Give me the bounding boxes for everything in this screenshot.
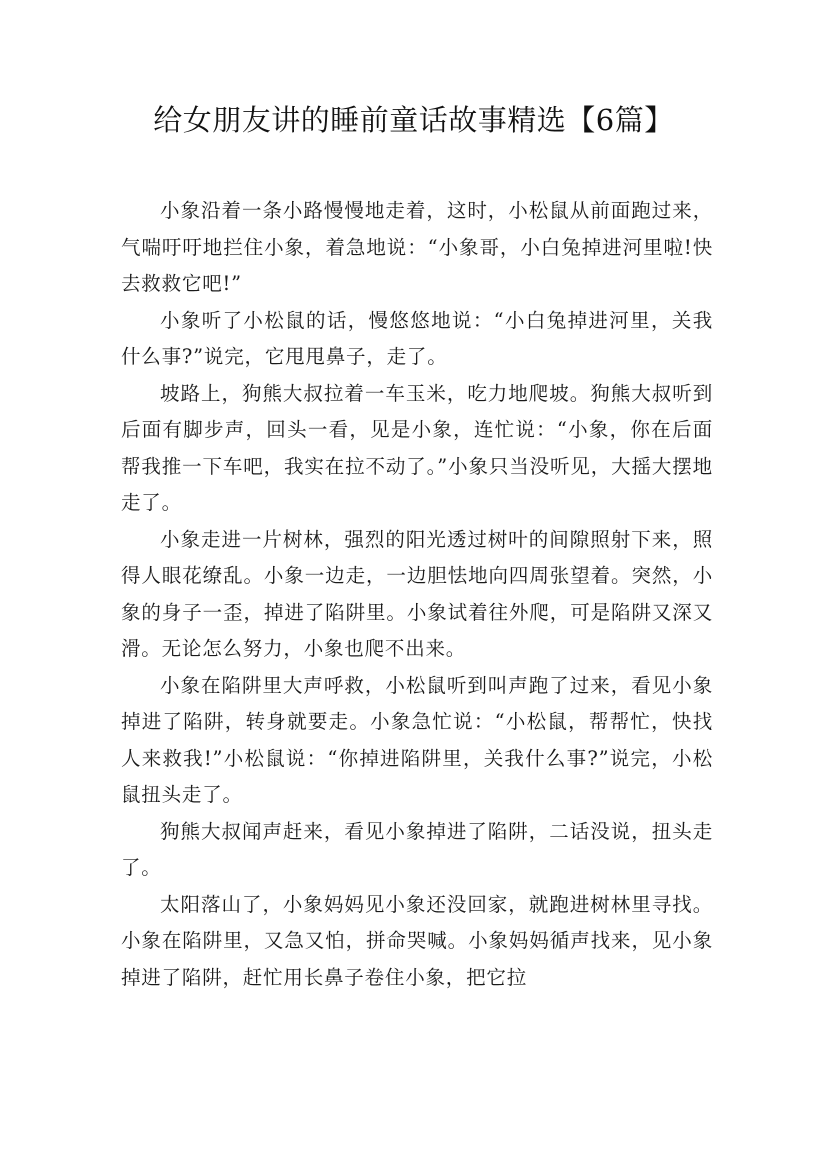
paragraph-3: 坡路上，狗熊大叔拉着一车玉米，吃力地爬坡。狗熊大叔听到后面有脚步声，回头一看，见是小象，连忙说：“小象，你在后面帮我推一下车吧，我实在拉不动了。”小象只当没听见，大摇大摆地走了。 [121,381,713,514]
paragraph-2: 小象听了小松鼠的话，慢悠悠地说：“小白兔掉进河里，关我什么事?”说完，它甩甩鼻子，走了。 [121,308,713,368]
document-body [121,193,713,996]
paragraph-1: 小象沿着一条小路慢慢地走着，这时，小松鼠从前面跑过来，气喘吁吁地拦住小象，着急地说：“小象哥，小白兔掉进河里啦!快去救救它吧!” [121,199,713,295]
document-title: 给女朋友讲的睡前童话故事精选【6篇】 [153,103,674,137]
paragraph-7: 太阳落山了，小象妈妈见小象还没回家，就跑进树林里寻找。小象在陷阱里，又急又怕，拼命哭喊。小象妈妈循声找来，见小象掉进了陷阱，赶忙用长鼻子卷住小象，把它拉 [121,892,713,989]
paragraph-6: 狗熊大叔闻声赶来，看见小象掉进了陷阱，二话没说，扭头走了。 [121,819,713,879]
paragraph-4: 小象走进一片树林，强烈的阳光透过树叶的间隙照射下来，照得人眼花缭乱。小象一边走，一边胆怯地向四周张望着。突然，小象的身子一歪，掉进了陷阱里。小象试着往外爬，可是陷阱又深又滑。无论怎么努力，小象也爬不出来。 [121,527,713,660]
paragraph-5: 小象在陷阱里大声呼救，小松鼠听到叫声跑了过来，看见小象掉进了陷阱，转身就要走。小象急忙说：“小松鼠，帮帮忙，快找人来救我!”小松鼠说：“你掉进陷阱里，关我什么事?”说完，小松鼠扭头走了。 [121,673,713,806]
